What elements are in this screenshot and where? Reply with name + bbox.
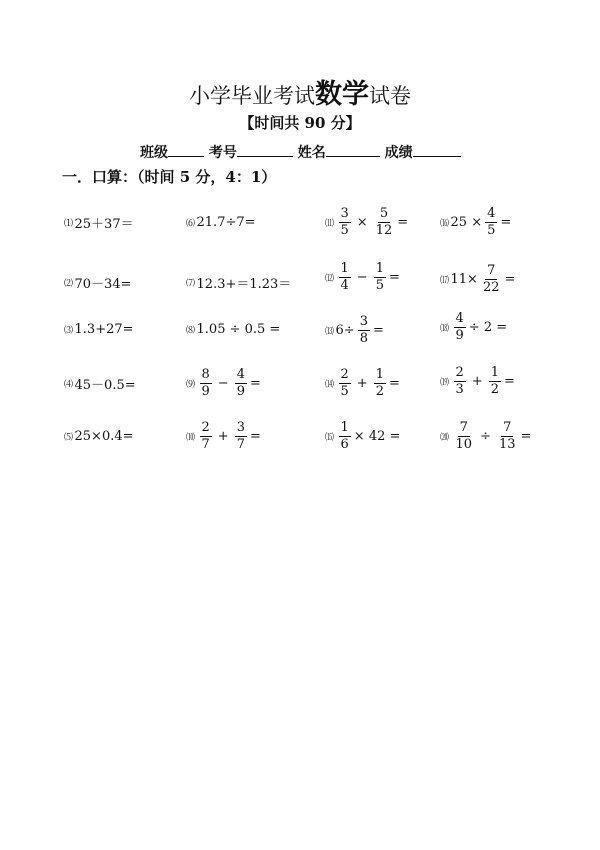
class-blank[interactable] bbox=[168, 143, 204, 157]
numerator: 2 bbox=[340, 366, 349, 382]
problem-number: ⑼ bbox=[186, 379, 195, 390]
denominator: 12 bbox=[375, 222, 393, 238]
exam-duration: 【时间共 90 分】 bbox=[239, 114, 361, 132]
problem-number: ⒀ bbox=[325, 326, 334, 337]
operator-and-equals: ÷ 2 = bbox=[468, 319, 508, 335]
equals: = bbox=[388, 375, 400, 391]
numerator: 3 bbox=[359, 313, 368, 329]
problem-number: ⑷ bbox=[64, 379, 73, 390]
fraction bbox=[497, 421, 518, 451]
title-part-2: 试卷 bbox=[369, 84, 411, 108]
numerator: 4 bbox=[487, 205, 496, 221]
problem-number: ⑾ bbox=[325, 218, 334, 229]
score-blank[interactable] bbox=[413, 143, 461, 157]
denominator: 10 bbox=[455, 436, 473, 452]
numerator: 1 bbox=[340, 419, 349, 435]
problem-expression: 25×0.4= bbox=[74, 428, 134, 444]
problem-expression: 12.3+＝1.23＝ bbox=[196, 276, 292, 292]
section-heading-oral-calc: 一．口算：（时间 5 分，4：1） bbox=[62, 168, 277, 186]
title-big-word: 数学 bbox=[315, 79, 369, 110]
problem-expression: 70－34= bbox=[74, 276, 132, 292]
fraction bbox=[481, 264, 502, 294]
score-label: 成绩 bbox=[384, 145, 413, 161]
fraction bbox=[454, 312, 466, 342]
numerator: 1 bbox=[340, 260, 349, 276]
fraction bbox=[374, 368, 386, 398]
denominator: 7 bbox=[236, 436, 245, 452]
problem-1 bbox=[64, 197, 134, 247]
fraction bbox=[339, 262, 351, 292]
problem-number: ⑽ bbox=[186, 432, 195, 443]
operator: ÷ bbox=[480, 428, 491, 444]
problem-number: ⑵ bbox=[64, 278, 73, 289]
problem-number: ⑸ bbox=[64, 432, 73, 443]
numerator: 4 bbox=[455, 310, 464, 326]
problem-number: ⑹ bbox=[186, 218, 195, 229]
name-label: 姓名 bbox=[297, 145, 326, 161]
class-label: 班级 bbox=[140, 145, 168, 161]
problem-expression: 25＋37＝ bbox=[74, 216, 134, 232]
denominator: 22 bbox=[482, 279, 500, 295]
fraction bbox=[489, 366, 501, 396]
problem-12 bbox=[325, 252, 400, 302]
numerator: 7 bbox=[459, 419, 468, 435]
problem-number: ⒄ bbox=[440, 275, 449, 286]
problem-number: ⒃ bbox=[440, 218, 449, 229]
denominator: 5 bbox=[340, 383, 349, 399]
denominator: 3 bbox=[455, 381, 464, 397]
problem-5 bbox=[64, 411, 134, 461]
denominator: 13 bbox=[498, 436, 516, 452]
denominator: 9 bbox=[455, 327, 464, 343]
problem-7 bbox=[186, 257, 291, 307]
problem-9 bbox=[186, 358, 261, 408]
fraction bbox=[235, 421, 247, 451]
denominator: 8 bbox=[359, 330, 368, 346]
numerator: 3 bbox=[340, 205, 349, 221]
numerator: 1 bbox=[490, 364, 499, 380]
leading-term: 25 × bbox=[450, 214, 483, 230]
denominator: 5 bbox=[487, 222, 496, 238]
operator: + bbox=[471, 373, 483, 389]
problem-expression: 1.05 ÷ 0.5 = bbox=[196, 321, 281, 337]
numerator: 7 bbox=[503, 419, 512, 435]
problem-expression: 1.3+27= bbox=[74, 321, 134, 337]
equals: = bbox=[388, 269, 400, 285]
problem-number: ⑶ bbox=[64, 325, 73, 336]
numerator: 3 bbox=[236, 419, 245, 435]
equals: = bbox=[520, 428, 532, 444]
fraction bbox=[374, 262, 386, 292]
denominator: 9 bbox=[201, 383, 210, 399]
fraction bbox=[454, 421, 475, 451]
operator: + bbox=[356, 375, 368, 391]
name-blank[interactable] bbox=[326, 143, 380, 157]
problem-number: ⑺ bbox=[186, 278, 195, 289]
leading-term: 6÷ bbox=[335, 322, 355, 338]
problem-15 bbox=[325, 411, 400, 461]
equals: = bbox=[249, 428, 261, 444]
problem-number: ⒇ bbox=[440, 432, 449, 443]
problem-18 bbox=[440, 302, 507, 352]
numerator: 7 bbox=[487, 262, 496, 278]
denominator: 2 bbox=[375, 383, 384, 399]
problem-20 bbox=[440, 411, 531, 461]
equals: = bbox=[397, 214, 409, 230]
fraction bbox=[200, 421, 212, 451]
fraction bbox=[339, 207, 351, 237]
exam-no-blank[interactable] bbox=[237, 143, 293, 157]
problem-number: ⒅ bbox=[440, 323, 449, 334]
fraction bbox=[339, 421, 351, 451]
problem-2 bbox=[64, 257, 132, 307]
problem-expression: 45－0.5= bbox=[74, 377, 136, 393]
exam-title bbox=[0, 72, 600, 111]
problem-4 bbox=[64, 358, 136, 408]
problem-number: ⒁ bbox=[325, 379, 334, 390]
denominator: 5 bbox=[340, 222, 349, 238]
equals: = bbox=[503, 373, 515, 389]
problem-number: ⒂ bbox=[325, 432, 334, 443]
denominator: 5 bbox=[375, 277, 384, 293]
denominator: 7 bbox=[201, 436, 210, 452]
operator: − bbox=[356, 269, 368, 285]
problem-number: ⑻ bbox=[186, 325, 195, 336]
fraction bbox=[454, 366, 466, 396]
exam-no-label: 考号 bbox=[208, 145, 237, 161]
fraction bbox=[358, 315, 370, 345]
fraction bbox=[485, 207, 497, 237]
operator: − bbox=[217, 375, 229, 391]
equals: = bbox=[500, 214, 512, 230]
student-info-line bbox=[140, 142, 461, 162]
problem-number: ⑿ bbox=[325, 273, 334, 284]
fraction bbox=[200, 368, 212, 398]
denominator: 6 bbox=[340, 436, 349, 452]
denominator: 4 bbox=[340, 277, 349, 293]
problem-6 bbox=[186, 197, 256, 247]
numerator: 5 bbox=[379, 205, 389, 221]
problem-number: ⒆ bbox=[440, 377, 449, 388]
numerator: 2 bbox=[455, 364, 464, 380]
numerator: 1 bbox=[375, 366, 384, 382]
title-part-1: 小学毕业考试 bbox=[189, 84, 315, 108]
fraction bbox=[235, 368, 247, 398]
problem-19 bbox=[440, 356, 515, 406]
numerator: 8 bbox=[201, 366, 210, 382]
problem-17 bbox=[440, 254, 515, 304]
numerator: 4 bbox=[236, 366, 245, 382]
equals: = bbox=[504, 271, 516, 287]
denominator: 2 bbox=[490, 381, 499, 397]
problem-expression: 21.7÷7= bbox=[196, 214, 256, 230]
problem-8 bbox=[186, 304, 280, 354]
denominator: 9 bbox=[236, 383, 245, 399]
leading-term: 11× bbox=[450, 271, 478, 287]
problem-14 bbox=[325, 358, 400, 408]
fraction bbox=[339, 368, 351, 398]
operator: × bbox=[356, 214, 368, 230]
problem-16 bbox=[440, 197, 511, 247]
problem-10 bbox=[186, 411, 261, 461]
operator: + bbox=[217, 428, 229, 444]
equals: = bbox=[249, 375, 261, 391]
fraction bbox=[374, 207, 395, 237]
equals: = bbox=[372, 322, 384, 338]
problem-number: ⑴ bbox=[64, 218, 73, 229]
problem-13 bbox=[325, 305, 384, 355]
problem-3 bbox=[64, 304, 134, 354]
operator-and-equals: × 42 = bbox=[353, 428, 401, 444]
problem-11 bbox=[325, 197, 408, 247]
numerator: 2 bbox=[201, 419, 210, 435]
numerator: 1 bbox=[375, 260, 384, 276]
